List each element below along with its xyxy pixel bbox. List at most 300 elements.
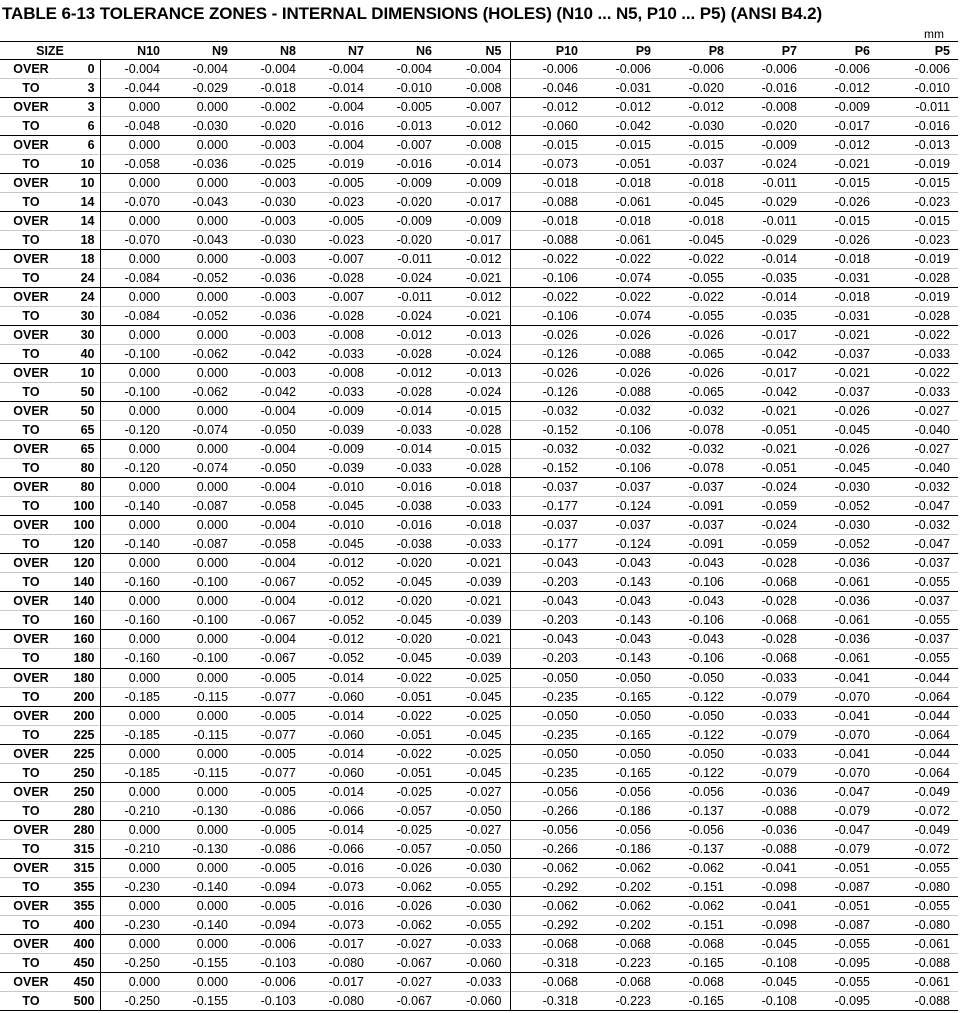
tolerance-cell: -0.318: [510, 991, 586, 1010]
tolerance-cell: -0.165: [615, 689, 652, 704]
tolerance-cell: -0.067: [396, 993, 433, 1008]
tolerance-cell: -0.018: [466, 480, 502, 495]
tolerance-cell: -0.022: [688, 290, 725, 305]
tolerance-cell: -0.007: [466, 100, 502, 115]
tolerance-cell: -0.068: [615, 974, 652, 989]
tolerance-cell: -0.018: [615, 176, 652, 191]
size-direction-cell: OVER: [13, 62, 49, 76]
tolerance-cell: -0.016: [396, 518, 433, 533]
tolerance-cell: -0.006: [260, 936, 297, 951]
size-direction-cell: OVER: [13, 366, 49, 381]
tolerance-cell: -0.036: [192, 157, 229, 172]
tolerance-cell: -0.235: [510, 687, 586, 706]
tolerance-cell: -0.019: [914, 290, 951, 305]
tolerance-cell: 0.000: [196, 252, 229, 267]
tolerance-cell: -0.020: [396, 556, 433, 571]
tolerance-cell: -0.051: [761, 461, 798, 476]
table-row: [0, 934, 958, 953]
size-direction-cell: OVER: [13, 746, 49, 761]
tolerance-cell: -0.018: [834, 290, 871, 305]
tolerance-cell: -0.024: [761, 518, 798, 533]
tolerance-cell: 0.000: [196, 974, 229, 989]
tolerance-cell: -0.043: [192, 195, 229, 210]
tolerance-cell: 0.000: [100, 212, 168, 231]
tolerance-cell: -0.016: [396, 480, 433, 495]
tolerance-cell: -0.033: [328, 347, 365, 362]
tolerance-cell: -0.087: [834, 917, 871, 932]
table-row: [0, 98, 958, 117]
tolerance-cell: -0.029: [192, 81, 229, 96]
tolerance-cell: -0.062: [688, 898, 725, 913]
tolerance-cell: -0.008: [761, 100, 798, 115]
size-value-cell: 0: [87, 62, 95, 76]
table-row: [0, 421, 958, 440]
tolerance-cell: -0.068: [761, 613, 798, 628]
tolerance-cell: -0.098: [761, 879, 798, 894]
tolerance-cell: -0.036: [260, 309, 297, 324]
tolerance-cell: -0.018: [510, 212, 586, 231]
tolerance-cell: -0.140: [192, 917, 229, 932]
tolerance-cell: -0.033: [466, 537, 502, 552]
tolerance-cell: -0.056: [688, 784, 725, 799]
tolerance-cell: -0.026: [510, 364, 586, 383]
tolerance-cell: -0.009: [328, 404, 365, 419]
tolerance-cell: -0.003: [260, 138, 297, 153]
tolerance-cell: -0.050: [615, 746, 652, 761]
tolerance-cell: -0.045: [466, 727, 502, 742]
size-value-cell: 50: [80, 385, 95, 400]
tolerance-cell: 0.000: [196, 594, 229, 609]
tolerance-cell: -0.026: [834, 404, 871, 419]
size-value-cell: 225: [73, 746, 95, 761]
tolerance-cell: -0.045: [396, 651, 433, 666]
tolerance-cell: -0.055: [834, 974, 871, 989]
size-direction-cell: OVER: [13, 632, 49, 647]
tolerance-cell: -0.177: [510, 497, 586, 516]
tolerance-cell: -0.004: [260, 632, 297, 647]
tolerance-cell: -0.037: [615, 480, 652, 495]
tolerance-cell: -0.062: [688, 860, 725, 875]
tolerance-cell: -0.088: [615, 347, 652, 362]
column-header-p9: P9: [586, 42, 659, 60]
tolerance-cell: -0.014: [328, 708, 365, 723]
tolerance-cell: -0.077: [260, 765, 297, 780]
tolerance-cell: -0.030: [192, 119, 229, 134]
tolerance-cell: -0.100: [192, 575, 229, 590]
tolerance-cell: -0.015: [834, 176, 871, 191]
tolerance-cell: 0.000: [196, 860, 229, 875]
tolerance-cell: -0.026: [834, 195, 871, 210]
size-value-cell: 80: [80, 461, 95, 476]
tolerance-cell: -0.014: [396, 404, 433, 419]
tolerance-cell: -0.026: [510, 326, 586, 345]
size-direction-cell: TO: [22, 385, 40, 400]
tolerance-cell: -0.122: [688, 689, 725, 704]
tolerance-cell: -0.067: [260, 651, 297, 666]
tolerance-cell: -0.058: [260, 537, 297, 552]
tolerance-cell: -0.006: [761, 62, 798, 76]
tolerance-cell: -0.020: [761, 119, 798, 134]
tolerance-cell: -0.006: [834, 62, 871, 76]
tolerance-cell: -0.006: [615, 62, 652, 76]
tolerance-cell: -0.008: [328, 328, 365, 343]
tolerance-cell: -0.009: [396, 214, 433, 229]
tolerance-cell: -0.137: [688, 803, 725, 818]
tolerance-cell: -0.017: [466, 195, 502, 210]
tolerance-cell: -0.100: [192, 651, 229, 666]
tolerance-cell: -0.013: [466, 328, 502, 343]
column-header-p8: P8: [659, 42, 732, 60]
tolerance-cell: 0.000: [196, 480, 229, 495]
tolerance-cell: -0.003: [260, 366, 297, 381]
table-row: [0, 554, 958, 573]
tolerance-cell: -0.143: [615, 651, 652, 666]
tolerance-cell: -0.062: [396, 917, 433, 932]
tolerance-cell: -0.005: [328, 176, 365, 191]
size-direction-cell: TO: [22, 803, 40, 818]
tolerance-cell: -0.044: [914, 746, 951, 761]
tolerance-cell: -0.106: [688, 613, 725, 628]
tolerance-cell: -0.007: [328, 290, 365, 305]
tolerance-cell: -0.050: [688, 708, 725, 723]
tolerance-cell: -0.266: [510, 839, 586, 858]
tolerance-cell: -0.062: [192, 347, 229, 362]
tolerance-cell: -0.015: [615, 138, 652, 153]
tolerance-cell: -0.037: [914, 556, 951, 571]
tolerance-cell: -0.055: [914, 860, 951, 875]
tolerance-cell: -0.027: [914, 442, 951, 457]
tolerance-cell: 0.000: [196, 708, 229, 723]
tolerance-cell: -0.084: [100, 269, 168, 288]
table-row: [0, 288, 958, 307]
tolerance-cell: 0.000: [196, 632, 229, 647]
size-direction-cell: TO: [22, 499, 40, 514]
tolerance-cell: -0.056: [510, 782, 586, 801]
tolerance-cell: -0.019: [328, 157, 365, 172]
table-row: [0, 497, 958, 516]
size-value-cell: 18: [80, 233, 95, 248]
size-value-cell: 65: [80, 442, 95, 457]
tolerance-cell: -0.021: [466, 271, 502, 286]
tolerance-cell: -0.042: [260, 385, 297, 400]
size-value-cell: 315: [73, 860, 95, 875]
tolerance-cell: -0.061: [914, 974, 951, 989]
tolerance-cell: -0.126: [510, 383, 586, 402]
tolerance-cell: -0.074: [615, 271, 652, 286]
tolerance-cell: -0.014: [328, 784, 365, 799]
tolerance-cell: -0.045: [466, 765, 502, 780]
tolerance-cell: -0.036: [260, 271, 297, 286]
tolerance-cell: -0.004: [260, 480, 297, 495]
size-direction-cell: OVER: [13, 594, 49, 609]
tolerance-cell: -0.037: [688, 518, 725, 533]
tolerance-cell: -0.010: [328, 480, 365, 495]
tolerance-cell: -0.043: [510, 592, 586, 611]
table-row: [0, 744, 958, 763]
tolerance-cell: -0.019: [914, 157, 951, 172]
tolerance-cell: -0.042: [260, 347, 297, 362]
tolerance-cell: -0.012: [328, 594, 365, 609]
tolerance-cell: -0.059: [761, 499, 798, 514]
size-value-cell: 200: [73, 708, 95, 723]
tolerance-cell: -0.130: [192, 841, 229, 856]
tolerance-cell: -0.005: [260, 860, 297, 875]
tolerance-cell: -0.088: [615, 385, 652, 400]
tolerance-cell: -0.022: [396, 670, 433, 685]
tolerance-cell: -0.060: [466, 955, 502, 970]
tolerance-cell: -0.021: [466, 556, 502, 571]
tolerance-cell: 0.000: [196, 138, 229, 153]
tolerance-cell: -0.016: [328, 898, 365, 913]
tolerance-cell: -0.073: [510, 155, 586, 174]
tolerance-cell: -0.061: [834, 651, 871, 666]
tolerance-cell: -0.051: [396, 689, 433, 704]
tolerance-cell: -0.037: [914, 632, 951, 647]
tolerance-cell: -0.022: [914, 366, 951, 381]
tolerance-cell: -0.011: [762, 176, 798, 191]
tolerance-cell: -0.122: [688, 727, 725, 742]
tolerance-cell: -0.165: [688, 955, 725, 970]
tolerance-cell: -0.026: [834, 233, 871, 248]
tolerance-cell: -0.017: [761, 328, 798, 343]
tolerance-cell: -0.037: [834, 385, 871, 400]
tolerance-cell: -0.124: [615, 499, 652, 514]
tolerance-cell: -0.012: [615, 100, 652, 115]
tolerance-cell: -0.062: [615, 860, 652, 875]
tolerance-cell: -0.165: [615, 765, 652, 780]
table-row: [0, 668, 958, 687]
column-header-p7: P7: [732, 42, 805, 60]
table-row: [0, 174, 958, 193]
column-header-n6: N6: [372, 42, 440, 60]
size-direction-cell: TO: [22, 423, 40, 438]
tolerance-cell: -0.050: [260, 461, 297, 476]
tolerance-cell: -0.203: [510, 611, 586, 630]
tolerance-cell: 0.000: [196, 290, 229, 305]
tolerance-cell: -0.045: [396, 613, 433, 628]
tolerance-cell: -0.140: [100, 497, 168, 516]
tolerance-cell: -0.015: [914, 214, 951, 229]
tolerance-cell: -0.022: [615, 252, 652, 267]
tolerance-cell: 0.000: [100, 706, 168, 725]
size-direction-cell: TO: [22, 575, 40, 590]
tolerance-cell: 0.000: [100, 516, 168, 535]
tolerance-cell: -0.012: [396, 366, 433, 381]
tolerance-cell: -0.004: [396, 62, 433, 76]
size-value-cell: 80: [80, 480, 95, 495]
tolerance-cell: -0.004: [260, 442, 297, 457]
size-direction-cell: OVER: [13, 974, 49, 989]
table-row: [0, 250, 958, 269]
table-row: [0, 345, 958, 364]
tolerance-cell: -0.049: [914, 822, 951, 837]
tolerance-cell: 0.000: [100, 820, 168, 839]
tolerance-cell: -0.091: [688, 499, 725, 514]
tolerance-cell: -0.015: [466, 404, 502, 419]
tolerance-cell: -0.005: [260, 746, 297, 761]
tolerance-cell: -0.025: [466, 708, 502, 723]
tolerance-cell: -0.079: [834, 803, 871, 818]
size-value-cell: 400: [73, 936, 95, 951]
tolerance-cell: -0.043: [510, 630, 586, 649]
tolerance-cell: -0.062: [192, 385, 229, 400]
tolerance-cell: -0.250: [100, 991, 168, 1010]
table-row: [0, 649, 958, 668]
tolerance-cell: 0.000: [196, 176, 229, 191]
tolerance-cell: -0.051: [834, 860, 871, 875]
tolerance-cell: -0.004: [328, 100, 365, 115]
tolerance-cell: -0.014: [328, 670, 365, 685]
tolerance-cell: -0.043: [615, 632, 652, 647]
size-value-cell: 160: [73, 632, 95, 647]
table-row: [0, 459, 958, 478]
tolerance-cell: -0.045: [688, 195, 725, 210]
tolerance-cell: -0.088: [761, 841, 798, 856]
tolerance-cell: -0.039: [328, 423, 365, 438]
tolerance-cell: -0.033: [761, 746, 798, 761]
tolerance-cell: -0.014: [328, 746, 365, 761]
column-header-n10: N10: [100, 42, 168, 60]
tolerance-cell: -0.020: [396, 195, 433, 210]
tolerance-cell: -0.047: [834, 784, 871, 799]
tolerance-cell: -0.079: [761, 689, 798, 704]
table-row: [0, 326, 958, 345]
tolerance-cell: 0.000: [100, 592, 168, 611]
table-row: [0, 858, 958, 877]
tolerance-cell: -0.008: [466, 81, 502, 96]
tolerance-cell: -0.056: [615, 822, 652, 837]
tolerance-cell: -0.014: [328, 81, 365, 96]
tolerance-cell: -0.022: [688, 252, 725, 267]
tolerance-cell: 0.000: [100, 896, 168, 915]
tolerance-cell: -0.061: [615, 195, 652, 210]
tolerance-cell: -0.010: [328, 518, 365, 533]
tolerance-cell: -0.318: [510, 953, 586, 972]
table-row: [0, 440, 958, 459]
tolerance-cell: -0.017: [328, 974, 365, 989]
tolerance-cell: -0.094: [260, 879, 297, 894]
tolerance-cell: -0.026: [396, 860, 433, 875]
tolerance-cell: -0.021: [466, 309, 502, 324]
tolerance-cell: -0.015: [834, 214, 871, 229]
tolerance-cell: -0.013: [914, 138, 951, 153]
tolerance-cell: -0.041: [834, 708, 871, 723]
table-row: [0, 402, 958, 421]
tolerance-cell: -0.095: [834, 993, 871, 1008]
tolerance-cell: -0.055: [914, 898, 951, 913]
tolerance-cell: -0.005: [260, 784, 297, 799]
table-row: [0, 231, 958, 250]
tolerance-cell: -0.030: [688, 119, 725, 134]
tolerance-cell: -0.086: [260, 841, 297, 856]
tolerance-cell: -0.043: [192, 233, 229, 248]
tolerance-cell: -0.033: [914, 347, 951, 362]
size-value-cell: 3: [87, 81, 95, 96]
size-value-cell: 250: [73, 784, 95, 799]
tolerance-cell: -0.004: [260, 556, 297, 571]
tolerance-cell: -0.051: [761, 423, 798, 438]
tolerance-cell: -0.006: [510, 60, 586, 79]
tolerance-cell: -0.022: [396, 746, 433, 761]
tolerance-cell: -0.009: [761, 138, 798, 153]
size-direction-cell: TO: [22, 689, 40, 704]
tolerance-cell: -0.004: [328, 62, 365, 76]
tolerance-cell: -0.106: [615, 423, 652, 438]
tolerance-cell: -0.250: [100, 953, 168, 972]
tolerance-cell: -0.036: [834, 556, 871, 571]
tolerance-cell: -0.009: [834, 100, 871, 115]
tolerance-cell: -0.025: [260, 157, 297, 172]
tolerance-cell: -0.080: [328, 955, 365, 970]
tolerance-cell: -0.015: [914, 176, 951, 191]
tolerance-cell: -0.022: [510, 288, 586, 307]
tolerance-cell: -0.098: [761, 917, 798, 932]
tolerance-cell: -0.120: [100, 459, 168, 478]
size-value-cell: 50: [80, 404, 95, 419]
tolerance-cell: -0.018: [688, 176, 725, 191]
tolerance-cell: -0.023: [328, 195, 365, 210]
tolerance-cell: -0.011: [397, 290, 433, 305]
table-row: [0, 896, 958, 915]
tolerance-cell: 0.000: [100, 668, 168, 687]
tolerance-cell: -0.006: [914, 62, 951, 76]
table-row: [0, 839, 958, 858]
tolerance-cell: -0.022: [615, 290, 652, 305]
tolerance-cell: -0.046: [510, 79, 586, 98]
tolerance-cell: -0.016: [761, 81, 798, 96]
tolerance-cell: -0.049: [914, 784, 951, 799]
tolerance-cell: -0.032: [615, 442, 652, 457]
tolerance-cell: -0.059: [761, 537, 798, 552]
tolerance-cell: -0.088: [914, 993, 951, 1008]
tolerance-cell: -0.058: [100, 155, 168, 174]
tolerance-cell: -0.035: [761, 309, 798, 324]
size-direction-cell: OVER: [13, 328, 49, 343]
tolerance-cell: -0.068: [761, 575, 798, 590]
tolerance-cell: -0.004: [260, 594, 297, 609]
size-value-cell: 100: [73, 518, 95, 533]
table-row: [0, 269, 958, 288]
tolerance-cell: -0.223: [615, 993, 652, 1008]
size-value-cell: 160: [73, 613, 95, 628]
size-direction-cell: OVER: [13, 480, 49, 495]
size-direction-cell: TO: [22, 917, 40, 932]
tolerance-cell: -0.020: [396, 233, 433, 248]
tolerance-cell: -0.012: [466, 119, 502, 134]
tolerance-cell: -0.003: [260, 290, 297, 305]
tolerance-cell: -0.004: [260, 404, 297, 419]
tolerance-cell: -0.072: [914, 803, 951, 818]
tolerance-cell: -0.003: [260, 176, 297, 191]
table-row: [0, 516, 958, 535]
tolerance-cell: -0.079: [834, 841, 871, 856]
tolerance-cell: -0.043: [615, 556, 652, 571]
tolerance-cell: -0.037: [510, 516, 586, 535]
tolerance-cell: -0.095: [834, 955, 871, 970]
tolerance-cell: -0.130: [192, 803, 229, 818]
tolerance-cell: -0.033: [761, 708, 798, 723]
tolerance-cell: -0.266: [510, 801, 586, 820]
tolerance-cell: -0.041: [834, 670, 871, 685]
tolerance-cell: -0.037: [834, 347, 871, 362]
tolerance-cell: -0.045: [834, 423, 871, 438]
table-row: [0, 991, 958, 1010]
size-value-cell: 500: [73, 993, 95, 1008]
table-row: [0, 136, 958, 155]
size-value-cell: 18: [80, 252, 95, 267]
size-value-cell: 315: [73, 841, 95, 856]
tolerance-cell: -0.003: [260, 214, 297, 229]
